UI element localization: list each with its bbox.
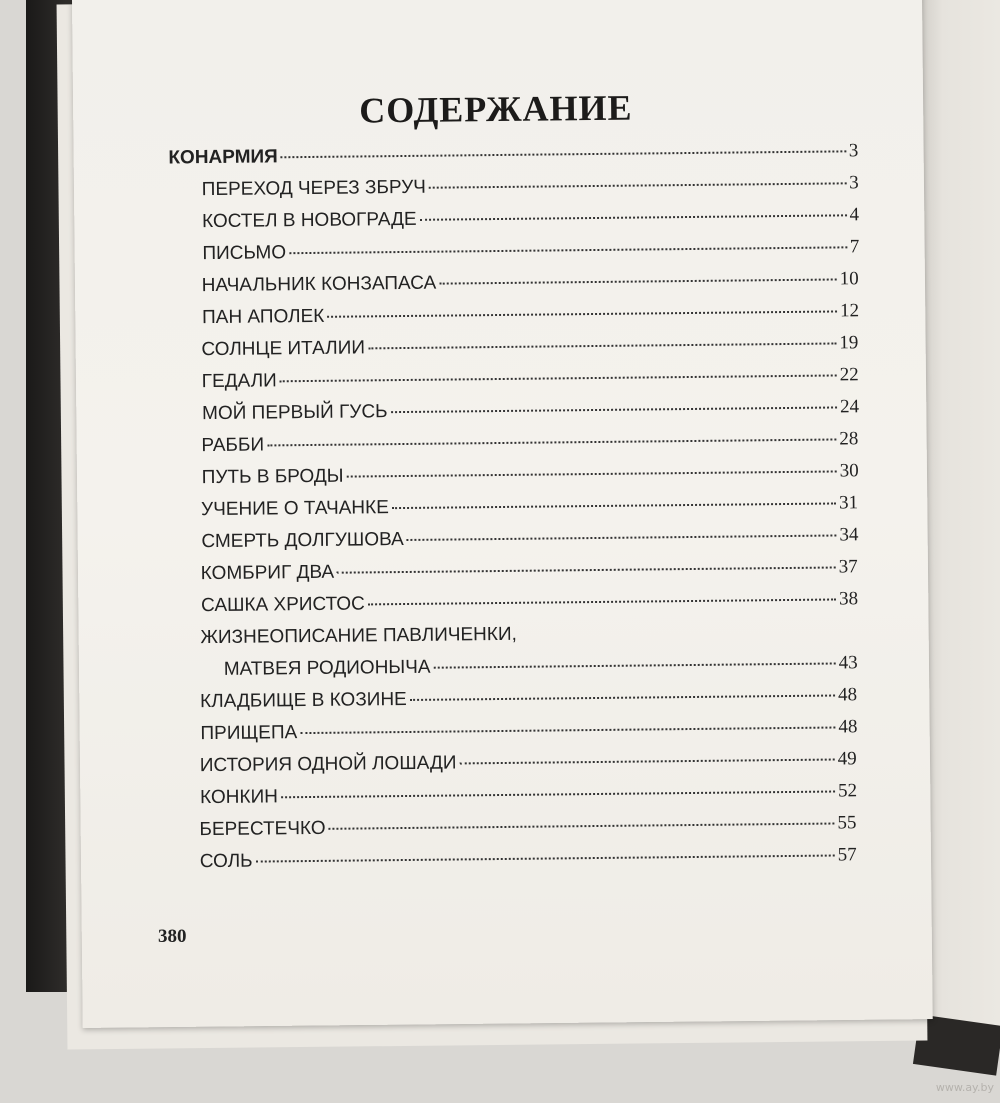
toc-entry-page: 4 <box>849 204 860 226</box>
toc-entry-label: СОЛЬ <box>199 850 253 873</box>
dot-leader <box>327 310 837 317</box>
dot-leader <box>267 438 836 446</box>
toc-entry-page: 28 <box>839 428 859 450</box>
page-number: 380 <box>158 926 187 947</box>
toc-entry-page: 10 <box>839 268 859 290</box>
toc-entry <box>199 812 856 841</box>
dot-leader <box>460 759 835 765</box>
toc-entry-label: ИСТОРИЯ ОДНОЙ ЛОШАДИ <box>199 752 457 777</box>
toc-entry-label: ПРИЩЕПА <box>200 722 298 745</box>
toc-entry-label: САШКА ХРИСТОС <box>200 593 365 617</box>
toc-entry <box>202 236 859 265</box>
toc-entry <box>202 396 859 425</box>
toc-entry-label: КОМБРИГ ДВА <box>200 561 335 585</box>
toc-entry-page: 30 <box>839 460 859 482</box>
toc-entry-label: МОЙ ПЕРВЫЙ ГУСЬ <box>201 401 388 425</box>
toc-entry <box>224 652 858 681</box>
dot-leader <box>281 791 835 799</box>
toc-section-label: КОНАРМИЯ <box>168 146 278 169</box>
toc-entry-label: КОНКИН <box>199 786 279 809</box>
toc-entry-label-line1: ЖИЗНЕОПИСАНИЕ ПАВЛИЧЕНКИ, <box>200 623 517 649</box>
toc-entry-page: 22 <box>839 364 859 386</box>
dot-leader <box>256 855 835 863</box>
toc-entry <box>202 172 859 201</box>
dot-leader <box>434 662 836 668</box>
toc-section-row <box>168 140 858 169</box>
dot-leader <box>280 374 837 382</box>
toc-entry <box>201 492 858 521</box>
toc-entry <box>200 684 857 713</box>
toc-entry-page: 7 <box>849 236 860 258</box>
toc-entry-page: 49 <box>837 748 857 770</box>
toc-entry <box>202 300 859 329</box>
dot-leader <box>439 278 836 284</box>
toc-entry-label: КЛАДБИЩЕ В КОЗИНЕ <box>199 688 407 713</box>
toc-entry-page: 24 <box>839 396 860 418</box>
toc-entry <box>201 524 858 553</box>
toc-entry <box>202 364 859 393</box>
toc-entry-label: СМЕРТЬ ДОЛГУШОВА <box>201 529 404 553</box>
dot-leader <box>429 182 846 188</box>
dot-leader <box>368 342 836 349</box>
toc-entry <box>201 588 858 617</box>
dot-leader <box>289 246 847 254</box>
toc-entry-page: 37 <box>838 556 858 578</box>
toc-entry <box>201 332 858 361</box>
toc-entry-label: ПАН АПОЛЕК <box>201 305 325 329</box>
toc-entry-page: 19 <box>839 332 859 354</box>
dot-leader <box>410 695 835 701</box>
toc-entry-label: ПЕРЕХОД ЧЕРЕЗ ЗБРУЧ <box>201 176 427 201</box>
toc-entry-page: 43 <box>838 652 858 674</box>
toc-entry <box>202 204 859 233</box>
toc-entry-label: УЧЕНИЕ О ТАЧАНКЕ <box>200 497 389 521</box>
dot-leader <box>420 214 847 220</box>
toc-entry <box>201 556 858 585</box>
toc-entry <box>202 460 859 489</box>
toc-entry-page: 48 <box>838 716 858 738</box>
toc-entry-label: ПИСЬМО <box>202 242 287 265</box>
toc-entry-page: 34 <box>839 524 859 546</box>
toc-entry <box>200 780 857 809</box>
dot-leader <box>337 566 836 573</box>
watermark: www.ay.by <box>935 1081 994 1094</box>
toc-entry <box>200 748 857 777</box>
toc-section-page: 3 <box>848 140 859 162</box>
dot-leader <box>392 502 836 509</box>
dot-leader <box>391 406 837 413</box>
toc-entry-label: МАТВЕЯ РОДИОНЫЧА <box>223 656 431 680</box>
dot-leader <box>347 470 837 477</box>
toc-entry <box>200 716 857 745</box>
toc-entry <box>202 268 859 297</box>
toc-entry-label: ПУТЬ В БРОДЫ <box>201 465 344 489</box>
toc-entry-page: 57 <box>837 844 857 866</box>
toc-entry-label: БЕРЕСТЕЧКО <box>199 817 326 841</box>
toc-entry-label: СОЛНЦЕ ИТАЛИИ <box>201 337 366 361</box>
toc-entry-page: 38 <box>838 588 859 610</box>
toc-entry-page: 12 <box>839 300 860 322</box>
toc-entry-label: ГЕДАЛИ <box>201 370 277 393</box>
toc-entry-label: РАББИ <box>201 434 265 457</box>
toc-entry-page: 48 <box>837 684 858 706</box>
page-title: СОДЕРЖАНИЕ <box>359 87 633 131</box>
dot-leader <box>407 534 837 540</box>
toc-entry-label: НАЧАЛЬНИК КОНЗАПАСА <box>201 272 437 297</box>
dot-leader <box>329 823 835 830</box>
toc-entry <box>200 844 857 873</box>
toc-entry <box>201 428 858 457</box>
dot-leader <box>368 598 836 605</box>
toc-entry-page: 31 <box>838 492 859 514</box>
toc-entry-page: 3 <box>849 172 859 194</box>
toc-entry-label: КОСТЕЛ В НОВОГРАДЕ <box>201 208 417 233</box>
dot-leader <box>281 150 846 158</box>
toc-entry-page: 55 <box>837 812 857 834</box>
dot-leader <box>300 727 835 735</box>
toc-entry-page: 52 <box>837 780 858 802</box>
